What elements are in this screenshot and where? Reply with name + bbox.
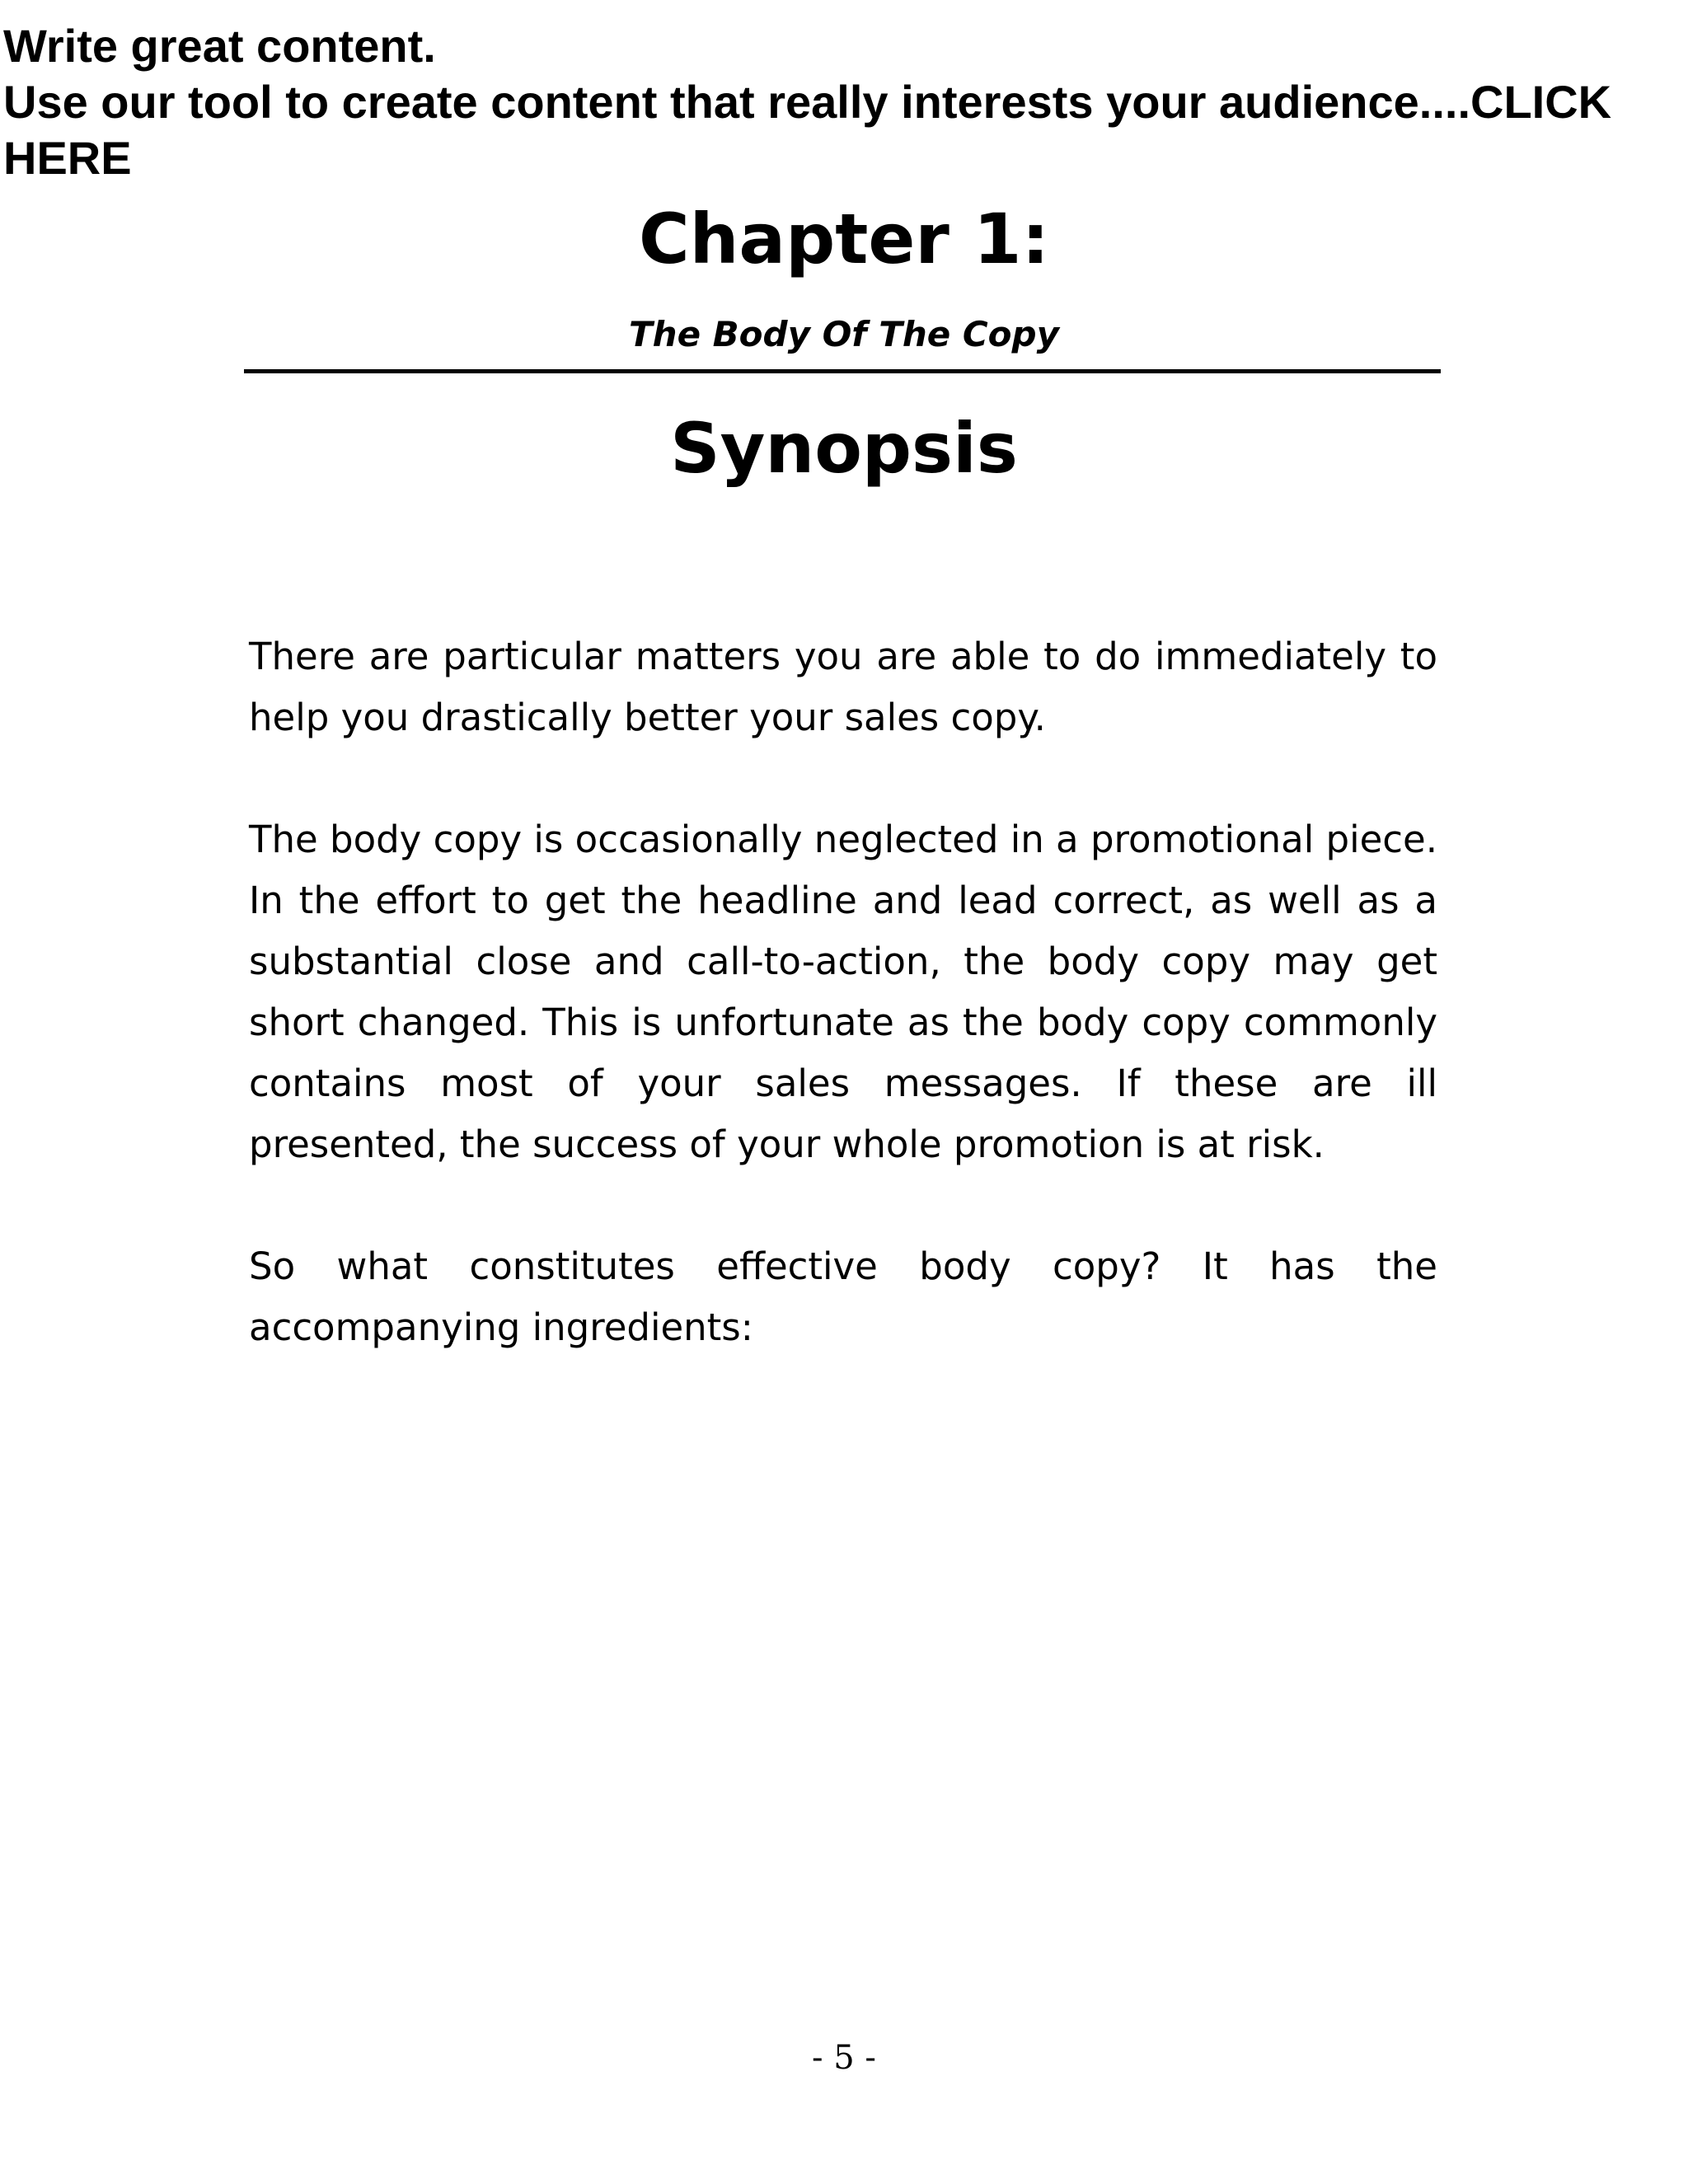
banner-click-here-link[interactable]: Use our tool to create content that really interests your audience....CLICK HERE [3,76,1612,184]
paragraph-3: So what constitutes effective body copy? It has the accompanying ingredients: [249,1244,1437,1349]
paragraph-1: There are particular matters you are able to do immediately to help you drastically better your sales copy. [249,635,1437,739]
body-text [249,626,1437,1419]
title-divider [244,369,1441,373]
section-title: Synopsis [670,408,1018,489]
paragraph-2: The body copy is occasionally neglected in a promotional piece. In the effort to get the headline and lead correct, as well as a substantial close and call-to-action, the body copy may get short changed. This is unfortunate as the body copy commonly contains most of your sales messages. If these are ill presented, the success of your whole promotion is at risk. [249,818,1437,1166]
chapter-title: Chapter 1: [638,199,1050,279]
page-number: - 5 - [812,2039,876,2077]
promo-banner [3,18,1685,186]
banner-headline: Write great content. [3,20,436,72]
chapter-subtitle: The Body Of The Copy [629,314,1059,354]
